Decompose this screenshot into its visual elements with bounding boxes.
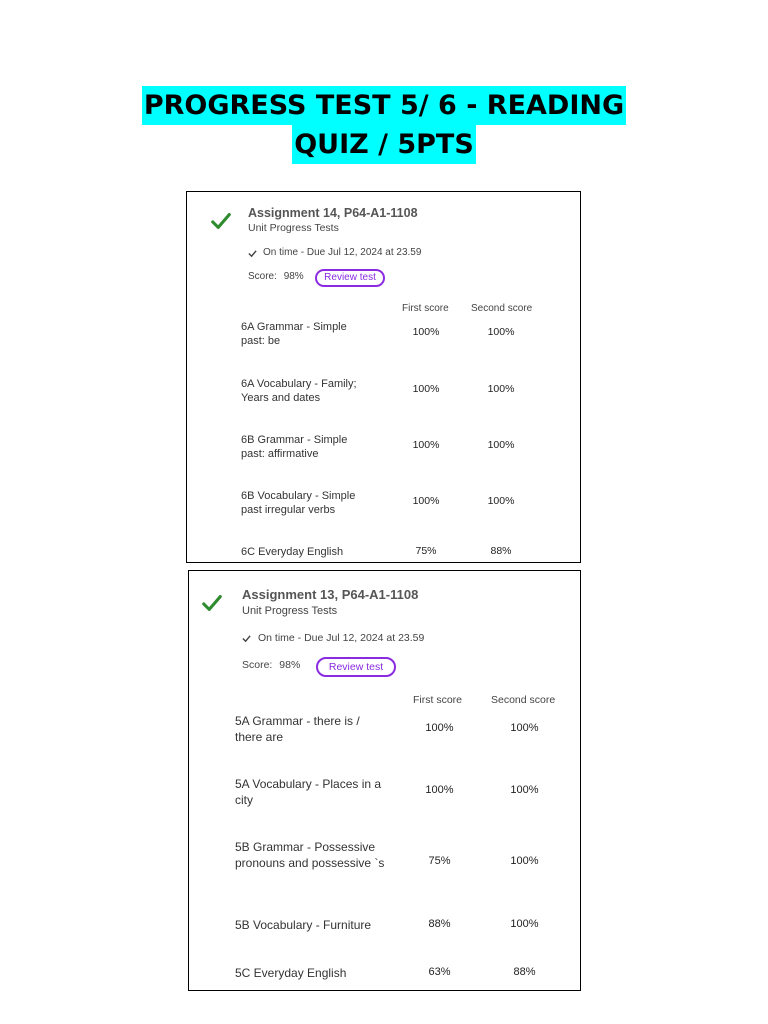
first-score-value: 75% [428, 855, 451, 867]
checkmark-icon [210, 210, 232, 232]
second-score-value: 100% [487, 326, 515, 338]
second-score-value: 100% [487, 439, 515, 451]
second-score-value: 100% [510, 722, 539, 734]
column-header-first-score: First score [413, 694, 463, 706]
column-header-first-score: First score [402, 303, 449, 314]
assignment-subtitle: Unit Progress Tests [248, 222, 339, 234]
second-score-value: 88% [490, 545, 512, 557]
column-header-second-score: Second score [491, 694, 556, 706]
assignment-card [188, 570, 581, 991]
assignment-title[interactable]: Assignment 13, P64-A1-1108 [242, 587, 419, 602]
row-label: 5B Grammar - Possessive pronouns and possessive `s [235, 840, 385, 870]
first-score-value: 75% [415, 545, 437, 557]
first-score-value: 100% [425, 784, 454, 796]
second-score-value: 100% [487, 495, 515, 507]
first-score-value: 63% [428, 966, 451, 978]
first-score-value: 100% [425, 722, 454, 734]
row-label: 5A Grammar - there is / there are [235, 714, 360, 744]
due-status: On time - Due Jul 12, 2024 at 23.59 [263, 247, 422, 258]
assignment-subtitle: Unit Progress Tests [242, 605, 338, 617]
page-title-line-1: PROGRESS TEST 5/ 6 - READING [142, 86, 626, 125]
second-score-value: 100% [510, 855, 539, 867]
score-value: 98% [283, 271, 304, 282]
first-score-value: 100% [412, 383, 440, 395]
first-score-value: 100% [412, 495, 440, 507]
second-score-value: 100% [510, 784, 539, 796]
page-title [0, 86, 768, 164]
score-value: 98% [279, 659, 301, 671]
row-label: 6B Vocabulary - Simple past irregular verbs [241, 490, 356, 516]
row-label: 6C Everyday English [241, 546, 344, 558]
second-score-value: 100% [510, 918, 539, 930]
first-score-value: 100% [412, 326, 440, 338]
first-score-value: 88% [428, 918, 451, 930]
review-test-button[interactable]: Review test [316, 657, 396, 677]
small-check-icon [248, 249, 257, 258]
row-label: 5C Everyday English [235, 966, 347, 980]
score-label-text: Score: [242, 659, 273, 671]
assignment-title[interactable]: Assignment 14, P64-A1-1108 [248, 206, 418, 220]
score-label-text: Score: [248, 271, 277, 282]
row-label: 5B Vocabulary - Furniture [235, 918, 372, 932]
score-label [242, 659, 300, 671]
small-check-icon [242, 634, 251, 643]
row-label: 6A Vocabulary - Family; Years and dates [241, 378, 357, 404]
row-label: 5A Vocabulary - Places in a city [235, 777, 382, 807]
column-header-second-score: Second score [471, 303, 533, 314]
page-title-line-2: QUIZ / 5PTS [292, 125, 476, 164]
first-score-value: 100% [412, 439, 440, 451]
assignment-card [186, 191, 581, 563]
second-score-value: 88% [513, 966, 536, 978]
score-label [248, 271, 304, 282]
row-label: 6A Grammar - Simple past: be [241, 321, 347, 347]
checkmark-icon [201, 592, 223, 614]
review-test-button[interactable]: Review test [315, 269, 385, 287]
row-label: 6B Grammar - Simple past: affirmative [241, 434, 348, 460]
second-score-value: 100% [487, 383, 515, 395]
due-status: On time - Due Jul 12, 2024 at 23.59 [258, 632, 425, 644]
